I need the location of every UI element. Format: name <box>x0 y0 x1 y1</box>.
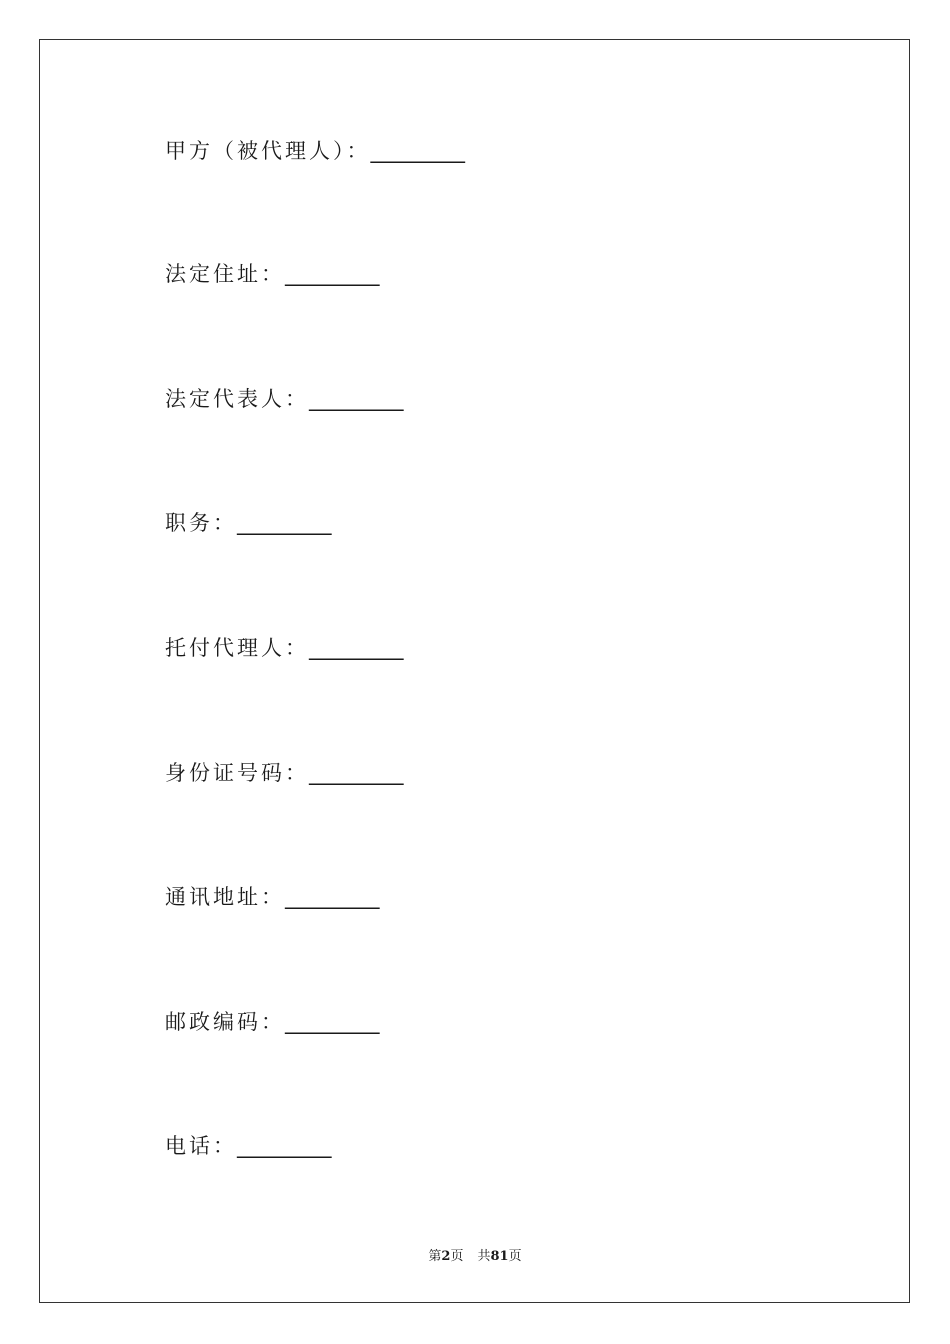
mailing-address-blank[interactable]: _________ <box>285 885 380 909</box>
legal-address-label: 法定住址： <box>165 262 285 286</box>
legal-representative-blank[interactable]: _________ <box>309 387 404 411</box>
party-a-label: 甲方（被代理人）： <box>165 139 371 163</box>
postal-code-blank[interactable]: _________ <box>285 1010 380 1034</box>
mailing-address-label: 通讯地址： <box>165 885 285 909</box>
position-blank[interactable]: _________ <box>237 511 332 535</box>
mailing-address-field <box>165 884 380 910</box>
entrusted-agent-blank[interactable]: _________ <box>309 636 404 660</box>
footer-prefix: 第 <box>428 1249 442 1264</box>
footer-page-number: 2 <box>441 1249 451 1264</box>
id-number-label: 身份证号码： <box>165 761 309 785</box>
party-a-field <box>165 138 465 164</box>
legal-address-blank[interactable]: _________ <box>285 262 380 286</box>
party-a-blank[interactable]: _________ <box>370 139 465 163</box>
phone-blank[interactable]: _________ <box>237 1134 332 1158</box>
footer-total-pages: 81 <box>490 1249 509 1264</box>
page-border <box>39 39 910 1303</box>
postal-code-label: 邮政编码： <box>165 1010 285 1034</box>
footer-total-prefix: 共 <box>477 1249 491 1264</box>
phone-field <box>165 1133 332 1159</box>
id-number-blank[interactable]: _________ <box>309 761 404 785</box>
legal-address-field <box>165 261 380 287</box>
footer-page-suffix: 页 <box>450 1249 464 1264</box>
entrusted-agent-field <box>165 635 404 661</box>
legal-representative-field <box>165 386 404 412</box>
position-label: 职务： <box>165 511 237 535</box>
position-field <box>165 510 332 536</box>
phone-label: 电话： <box>165 1134 237 1158</box>
page-footer <box>0 1248 950 1266</box>
postal-code-field <box>165 1009 380 1035</box>
footer-total-suffix: 页 <box>508 1249 522 1264</box>
entrusted-agent-label: 托付代理人： <box>165 636 309 660</box>
legal-representative-label: 法定代表人： <box>165 387 309 411</box>
id-number-field <box>165 760 404 786</box>
